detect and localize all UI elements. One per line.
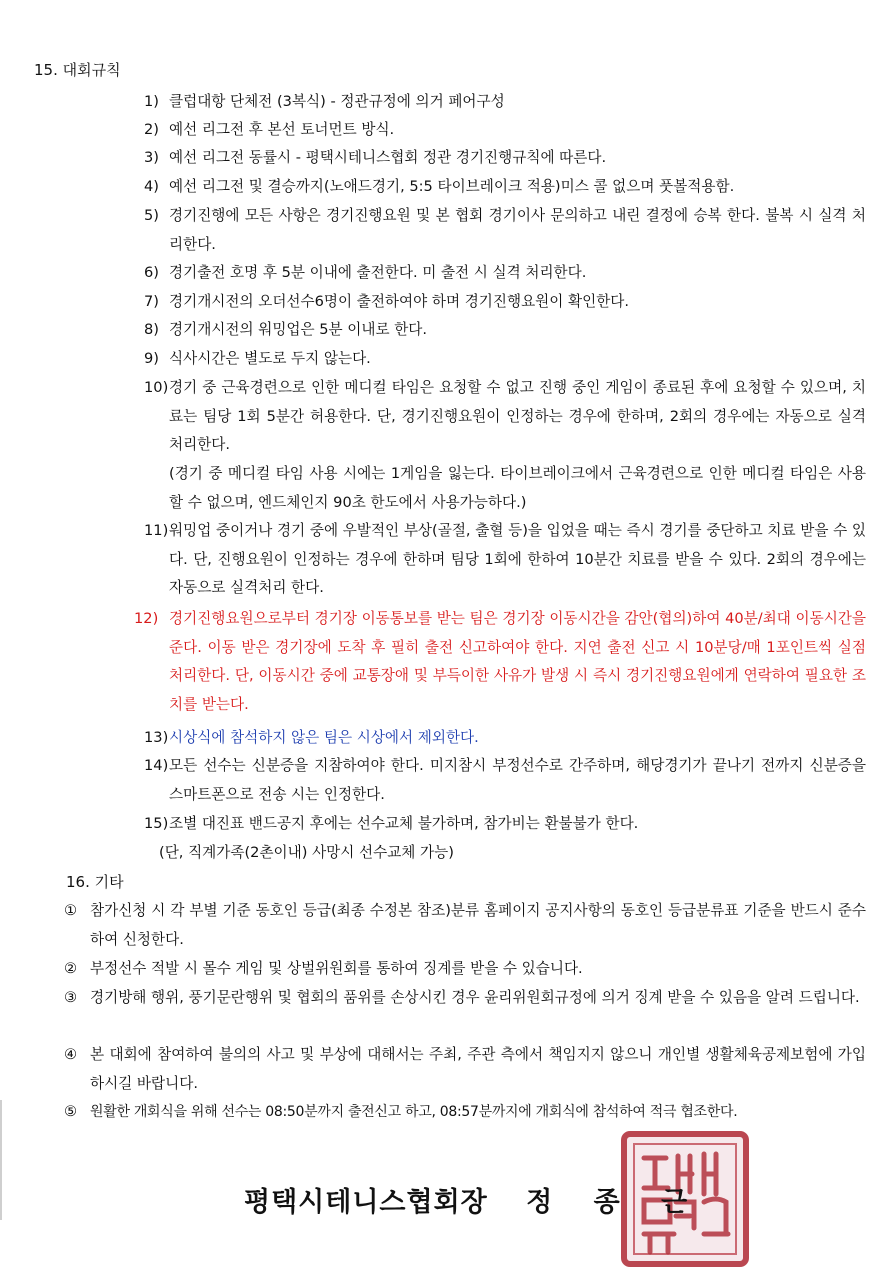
signature-line <box>244 1180 703 1219</box>
rule-item <box>144 202 866 259</box>
rule-item <box>144 173 866 202</box>
rule-number: 3) <box>144 149 159 166</box>
rule-number: 9) <box>144 350 159 367</box>
etc-item <box>64 1041 866 1098</box>
rule-item <box>144 144 866 173</box>
etc-text: 본 대회에 참여하여 불의의 사고 및 부상에 대해서는 주최, 주관 측에서 책임지지 않으니 개인별 생활체육공제보험에 가입하시길 바랍니다. <box>90 1046 866 1092</box>
rule-text: 경기출전 호명 후 5분 이내에 출전한다. 미 출전 시 실격 처리한다. <box>169 264 587 281</box>
rule-number: 15) <box>144 815 169 832</box>
rule-item <box>144 259 866 288</box>
rule-item <box>144 810 866 839</box>
rule-item <box>144 724 866 753</box>
etc-item <box>64 897 866 954</box>
etc-marker: ② <box>64 960 78 977</box>
rule-item <box>144 374 866 460</box>
etc-marker: ⑤ <box>64 1103 78 1120</box>
rule-item <box>144 88 866 117</box>
rule-note <box>144 460 866 517</box>
etc-text: 원활한 개회식을 위해 선수는 08:50분까지 출전신고 하고, 08:57분까지에 개회식에 참석하여 적극 협조한다. <box>90 1104 738 1120</box>
etc-text: 부정선수 적발 시 몰수 게임 및 상벌위원회를 통하여 징계를 받을 수 있습니다. <box>90 960 583 977</box>
etc-marker: ③ <box>64 989 78 1006</box>
rule-item <box>144 345 866 374</box>
rule-note-text: (단, 직계가족(2촌이내) 사망시 선수교체 가능) <box>159 844 454 861</box>
etc-item <box>64 955 866 984</box>
etc-text: 경기방해 행위, 풍기문란행위 및 협회의 품위를 손상시킨 경우 윤리위원회규정에 의거 징계 받을 수 있음을 알려 드립니다. <box>90 989 860 1006</box>
rule-number: 2) <box>144 121 159 138</box>
etc-text: 참가신청 시 각 부별 기준 동호인 등급(최종 수정본 참조)분류 홈페이지 공지사항의 동호인 등급분류표 기준을 반드시 준수하여 신청한다. <box>90 902 866 948</box>
rule-item <box>144 116 866 145</box>
etc-marker: ① <box>64 902 78 919</box>
rule-item <box>144 288 866 317</box>
rule-item <box>144 316 866 345</box>
rule-number: 12) <box>134 610 159 627</box>
rule-text: 식사시간은 별도로 두지 않는다. <box>169 350 371 367</box>
rule-text: 조별 대진표 밴드공지 후에는 선수교체 불가하며, 참가비는 환불불가 한다. <box>169 815 639 832</box>
rule-item <box>144 752 866 809</box>
rule-number: 7) <box>144 293 159 310</box>
rule-number: 1) <box>144 93 159 110</box>
rule-text: 경기진행에 모든 사항은 경기진행요원 및 본 협회 경기이사 문의하고 내린 결정에 승복 한다. 불복 시 실격 처리한다. <box>169 207 866 253</box>
rule-note-text: (경기 중 메디컬 타임 사용 시에는 1게임을 잃는다. 타이브레이크에서 근육경련으로 인한 메디컬 타임은 사용할 수 없으며, 엔드체인지 90초 한도에서 사용가능하다.) <box>169 465 866 511</box>
rule-text: 경기개시전의 워밍업은 5분 이내로 한다. <box>169 321 428 338</box>
page-edge-line <box>0 1100 2 1220</box>
rule-text: 경기진행요원으로부터 경기장 이동통보를 받는 팀은 경기장 이동시간을 감안(협의)하여 40분/최대 이동시간을 준다. 이동 받은 경기장에 도착 후 필히 출전 신고하여야 한다. 지연 출전 신고 시 10분당/매 1포인트씩 실점 처리한다. 단, 이동시간 중에 교통장애 및 부득이한 사유가 발생 시 즉시 경기진행요원에게 연락하여 필요한 조치를 받는다. <box>169 610 866 713</box>
rule-item-highlighted-red <box>134 605 866 719</box>
rule-text: 경기개시전의 오더선수6명이 출전하여야 하며 경기진행요원이 확인한다. <box>169 293 630 310</box>
etc-marker: ④ <box>64 1046 78 1063</box>
rule-number: 13) <box>144 729 169 746</box>
signature-title: 평택시테니스협회장 <box>244 1187 488 1218</box>
rule-text: 클럽대항 단체전 (3복식) - 정관규정에 의거 페어구성 <box>169 93 505 110</box>
rule-number: 10) <box>144 379 169 396</box>
rule-item <box>144 517 866 603</box>
rule-number: 14) <box>144 757 169 774</box>
etc-item <box>64 1098 866 1127</box>
signature-name: 정 종 근 <box>526 1187 704 1218</box>
section-15-heading: 15. 대회규칙 <box>34 61 121 79</box>
rule-number: 4) <box>144 178 159 195</box>
rule-text: 경기 중 근육경련으로 인한 메디컬 타임은 요청할 수 없고 진행 중인 게임이 종료된 후에 요청할 수 있으며, 치료는 팀당 1회 5분간 허용한다. 단, 경기진행요원이 인정하는 경우에 한하며, 2회의 경우에는 자동으로 실격 처리한다. <box>169 379 866 454</box>
rule-number: 11) <box>144 522 169 539</box>
rule-text: 워밍업 중이거나 경기 중에 우발적인 부상(골절, 출혈 등)을 입었을 때는 즉시 경기를 중단하고 치료 받을 수 있다. 단, 진행요원이 인정하는 경우에 한하며 팀당 1회에 한하여 10분간 치료를 받을 수 있다. 2회의 경우에는 자동으로 실격처리 한다. <box>169 522 866 597</box>
rule-note <box>134 839 856 868</box>
etc-item <box>64 984 866 1013</box>
rule-number: 8) <box>144 321 159 338</box>
rule-text: 모든 선수는 신분증을 지참하여야 한다. 미지참시 부정선수로 간주하며, 해당경기가 끝나기 전까지 신분증을 스마트폰으로 전송 시는 인정한다. <box>169 757 866 803</box>
rule-text: 예선 리그전 후 본선 토너먼트 방식. <box>169 121 395 138</box>
rule-text: 예선 리그전 동률시 - 평택시테니스협회 정관 경기진행규칙에 따른다. <box>169 149 607 166</box>
rule-number: 5) <box>144 207 159 224</box>
rule-text: 시상식에 참석하지 않은 팀은 시상에서 제외한다. <box>169 729 479 746</box>
rule-text: 예선 리그전 및 결승까지(노애드경기, 5:5 타이브레이크 적용)미스 콜 없으며 풋볼적용함. <box>169 178 735 195</box>
section-16-heading: 16. 기타 <box>66 873 124 891</box>
rule-number: 6) <box>144 264 159 281</box>
